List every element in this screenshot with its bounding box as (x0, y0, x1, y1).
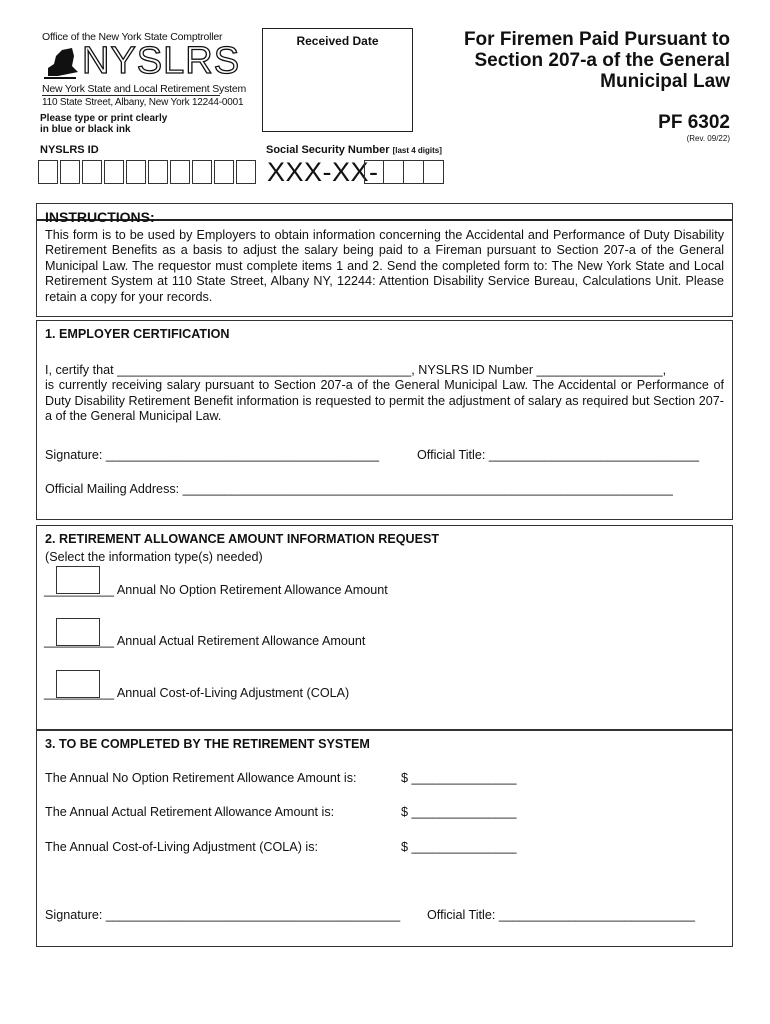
option-cola: __________ Annual Cost-of-Living Adjustment (COLA) (44, 686, 350, 700)
instructions-section (36, 203, 733, 317)
id-digit-box[interactable] (104, 160, 124, 184)
id-digit-box[interactable] (170, 160, 190, 184)
received-date-box[interactable] (262, 28, 413, 132)
section3-heading: 3. TO BE COMPLETED BY THE RETIREMENT SYSTEM (45, 737, 370, 751)
ny-state-map-icon (42, 46, 80, 82)
nyslrs-logo (42, 40, 241, 84)
option-actual: __________ Annual Actual Retirement Allowance Amount (44, 634, 366, 648)
id-digit-box[interactable] (192, 160, 212, 184)
revision-date: (Rev. 09/22) (686, 134, 730, 143)
certify-line[interactable]: I, certify that __________________________________________, NYSLRS ID Number __________________, (45, 362, 667, 377)
id-digit-box[interactable] (38, 160, 58, 184)
actual-amount-label: The Annual Actual Retirement Allowance Amount is: (45, 805, 335, 819)
nyslrs-id-label: NYSLRS ID (40, 144, 99, 156)
print-instructions: Please type or print clearly in blue or black ink (40, 113, 168, 135)
instructions-body: This form is to be used by Employers to obtain information concerning the Accidental and Performance of Duty Disability Retirement Benefits as a basis to adjust the salary being paid to a Fireman pursuant to Section 207-a of the General Municipal Law. The requestor must complete items 1 and 2. Send the completed form to: The New York State and Local Retirement System at 110 State Street, Albany NY, 12244: Attention Disability Service Bureau, Calculations Unit. Please retain a copy for your records. (45, 227, 724, 304)
cola-amount-label: The Annual Cost-of-Living Adjustment (COLA) is: (45, 840, 318, 854)
form-title: For Firemen Paid Pursuant to Section 207-a of the General Municipal Law (463, 29, 730, 92)
instructions-heading: INSTRUCTIONS: (45, 209, 155, 225)
logo-divider (42, 95, 220, 96)
rs-official-title-field[interactable]: Official Title: ____________________________ (427, 908, 695, 922)
no-option-amount-label: The Annual No Option Retirement Allowance Amount is: (45, 771, 357, 785)
ssn-digit-box[interactable] (424, 160, 444, 184)
signature-field[interactable]: Signature: _______________________________________ (45, 448, 380, 462)
logo-wordmark: NYSLRS (82, 40, 241, 82)
section2-heading: 2. RETIREMENT ALLOWANCE AMOUNT INFORMATION REQUEST (45, 532, 440, 546)
ssn-digit-box[interactable] (364, 160, 384, 184)
form-number: PF 6302 (658, 112, 730, 133)
agency-address: 110 State Street, Albany, New York 12244-0001 (42, 97, 244, 108)
id-digit-box[interactable] (126, 160, 146, 184)
id-digit-box[interactable] (60, 160, 80, 184)
id-digit-box[interactable] (236, 160, 256, 184)
ssn-digit-box[interactable] (384, 160, 404, 184)
section2-subheading: (Select the information type(s) needed) (45, 549, 263, 564)
allowance-request-section (36, 525, 733, 730)
retirement-system-section (36, 730, 733, 947)
certify-body: is currently receiving salary pursuant to Section 207-a of the General Municipal Law. The Accidental or Performance of Duty Disability Retirement Benefit information is requested to permit the adjustment of salary as required but Section 207-a of the General Municipal Law. (45, 378, 724, 423)
system-name: New York State and Local Retirement System (42, 83, 247, 95)
received-date-label: Received Date (296, 34, 379, 48)
rs-signature-field[interactable]: Signature: __________________________________________ (45, 908, 401, 922)
official-title-field[interactable]: Official Title: ______________________________ (417, 448, 699, 462)
id-digit-box[interactable] (214, 160, 234, 184)
no-option-amount-field[interactable]: $ _______________ (401, 771, 517, 785)
employer-certification-section (36, 320, 733, 520)
actual-amount-field[interactable]: $ _______________ (401, 805, 517, 819)
mailing-address-field[interactable]: Official Mailing Address: ______________________________________________________________________ (45, 482, 673, 496)
ssn-last4-input[interactable] (364, 160, 444, 184)
option-no-option: __________ Annual No Option Retirement Allowance Amount (44, 583, 388, 597)
section1-heading: 1. EMPLOYER CERTIFICATION (45, 327, 230, 341)
id-digit-box[interactable] (148, 160, 168, 184)
cola-amount-field[interactable]: $ _______________ (401, 840, 517, 854)
nyslrs-id-input[interactable] (38, 160, 256, 184)
id-digit-box[interactable] (82, 160, 102, 184)
agency-name: Office of the New York State Comptroller (42, 31, 223, 43)
ssn-prefix: XXX-XX- (267, 157, 379, 187)
ssn-label: Social Security Number [last 4 digits] (266, 144, 442, 156)
ssn-digit-box[interactable] (404, 160, 424, 184)
